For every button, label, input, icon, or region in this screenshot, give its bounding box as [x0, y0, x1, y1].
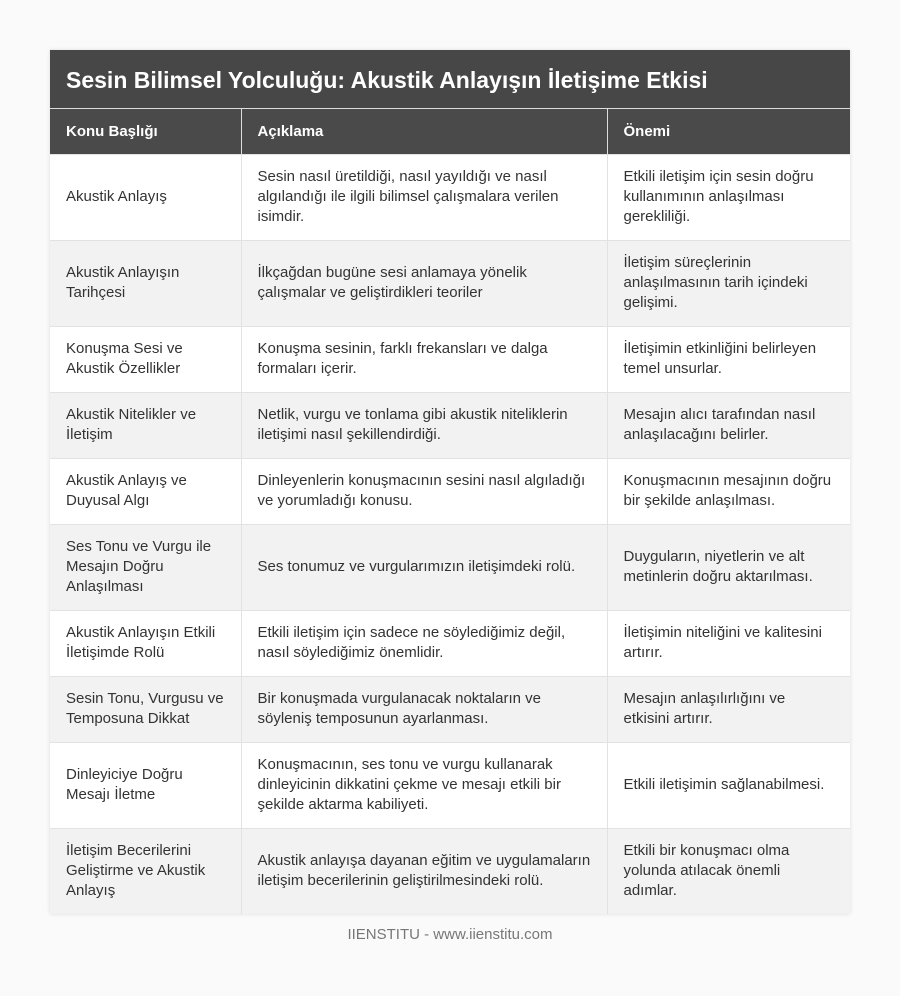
table-row: [50, 525, 850, 611]
description-cell: İlkçağdan bugüne sesi anlamaya yönelik çalışmalar ve geliştirdikleri teoriler: [241, 241, 607, 327]
table-row: [50, 677, 850, 743]
description-cell: Netlik, vurgu ve tonlama gibi akustik niteliklerin iletişimi nasıl şekillendirdiği.: [241, 393, 607, 459]
importance-cell: Etkili iletişim için sesin doğru kullanımının anlaşılması gerekliliği.: [607, 155, 850, 241]
topic-cell: Akustik Anlayış: [50, 155, 241, 241]
column-header-importance: Önemi: [607, 109, 850, 155]
table-row: [50, 327, 850, 393]
table-row: [50, 155, 850, 241]
topic-cell: İletişim Becerilerini Geliştirme ve Akustik Anlayış: [50, 829, 241, 915]
topic-cell: Sesin Tonu, Vurgusu ve Temposuna Dikkat: [50, 677, 241, 743]
column-header-topic: Konu Başlığı: [50, 109, 241, 155]
description-cell: Dinleyenlerin konuşmacının sesini nasıl algıladığı ve yorumladığı konusu.: [241, 459, 607, 525]
description-cell: Etkili iletişim için sadece ne söylediğimiz değil, nasıl söylediğimiz önemlidir.: [241, 611, 607, 677]
importance-cell: Etkili iletişimin sağlanabilmesi.: [607, 743, 850, 829]
table-row: [50, 241, 850, 327]
importance-cell: İletişim süreçlerinin anlaşılmasının tarih içindeki gelişimi.: [607, 241, 850, 327]
table-row: [50, 459, 850, 525]
topic-cell: Akustik Anlayışın Tarihçesi: [50, 241, 241, 327]
description-cell: Ses tonumuz ve vurgularımızın iletişimdeki rolü.: [241, 525, 607, 611]
topic-cell: Konuşma Sesi ve Akustik Özellikler: [50, 327, 241, 393]
description-cell: Sesin nasıl üretildiği, nasıl yayıldığı ve nasıl algılandığı ile ilgili bilimsel çalışmalara verilen isimdir.: [241, 155, 607, 241]
importance-cell: Mesajın alıcı tarafından nasıl anlaşılacağını belirler.: [607, 393, 850, 459]
importance-cell: Etkili bir konuşmacı olma yolunda atılacak önemli adımlar.: [607, 829, 850, 915]
footer-credit: IIENSTITU - www.iienstitu.com: [347, 926, 553, 943]
table-title: Sesin Bilimsel Yolculuğu: Akustik Anlayışın İletişime Etkisi: [50, 50, 850, 108]
description-cell: Akustik anlayışa dayanan eğitim ve uygulamaların iletişim becerilerinin geliştirilmesindeki rolü.: [241, 829, 607, 915]
importance-cell: Mesajın anlaşılırlığını ve etkisini artırır.: [607, 677, 850, 743]
column-header-description: Açıklama: [241, 109, 607, 155]
table-row: [50, 829, 850, 915]
topic-cell: Akustik Anlayışın Etkili İletişimde Rolü: [50, 611, 241, 677]
importance-cell: Duyguların, niyetlerin ve alt metinlerin doğru aktarılması.: [607, 525, 850, 611]
header-row: [50, 109, 850, 155]
topic-cell: Dinleyiciye Doğru Mesajı İletme: [50, 743, 241, 829]
content-card: [50, 50, 850, 914]
description-cell: Konuşma sesinin, farklı frekansları ve dalga formaları içerir.: [241, 327, 607, 393]
table-row: [50, 611, 850, 677]
importance-cell: İletişimin etkinliğini belirleyen temel unsurlar.: [607, 327, 850, 393]
table-row: [50, 393, 850, 459]
description-cell: Konuşmacının, ses tonu ve vurgu kullanarak dinleyicinin dikkatini çekme ve mesajı etkili bir şekilde aktarma kabiliyeti.: [241, 743, 607, 829]
topics-table: [50, 108, 850, 914]
topic-cell: Ses Tonu ve Vurgu ile Mesajın Doğru Anlaşılması: [50, 525, 241, 611]
topic-cell: Akustik Nitelikler ve İletişim: [50, 393, 241, 459]
description-cell: Bir konuşmada vurgulanacak noktaların ve söyleniş temposunun ayarlanması.: [241, 677, 607, 743]
table-row: [50, 743, 850, 829]
topic-cell: Akustik Anlayış ve Duyusal Algı: [50, 459, 241, 525]
importance-cell: Konuşmacının mesajının doğru bir şekilde anlaşılması.: [607, 459, 850, 525]
importance-cell: İletişimin niteliğini ve kalitesini artırır.: [607, 611, 850, 677]
